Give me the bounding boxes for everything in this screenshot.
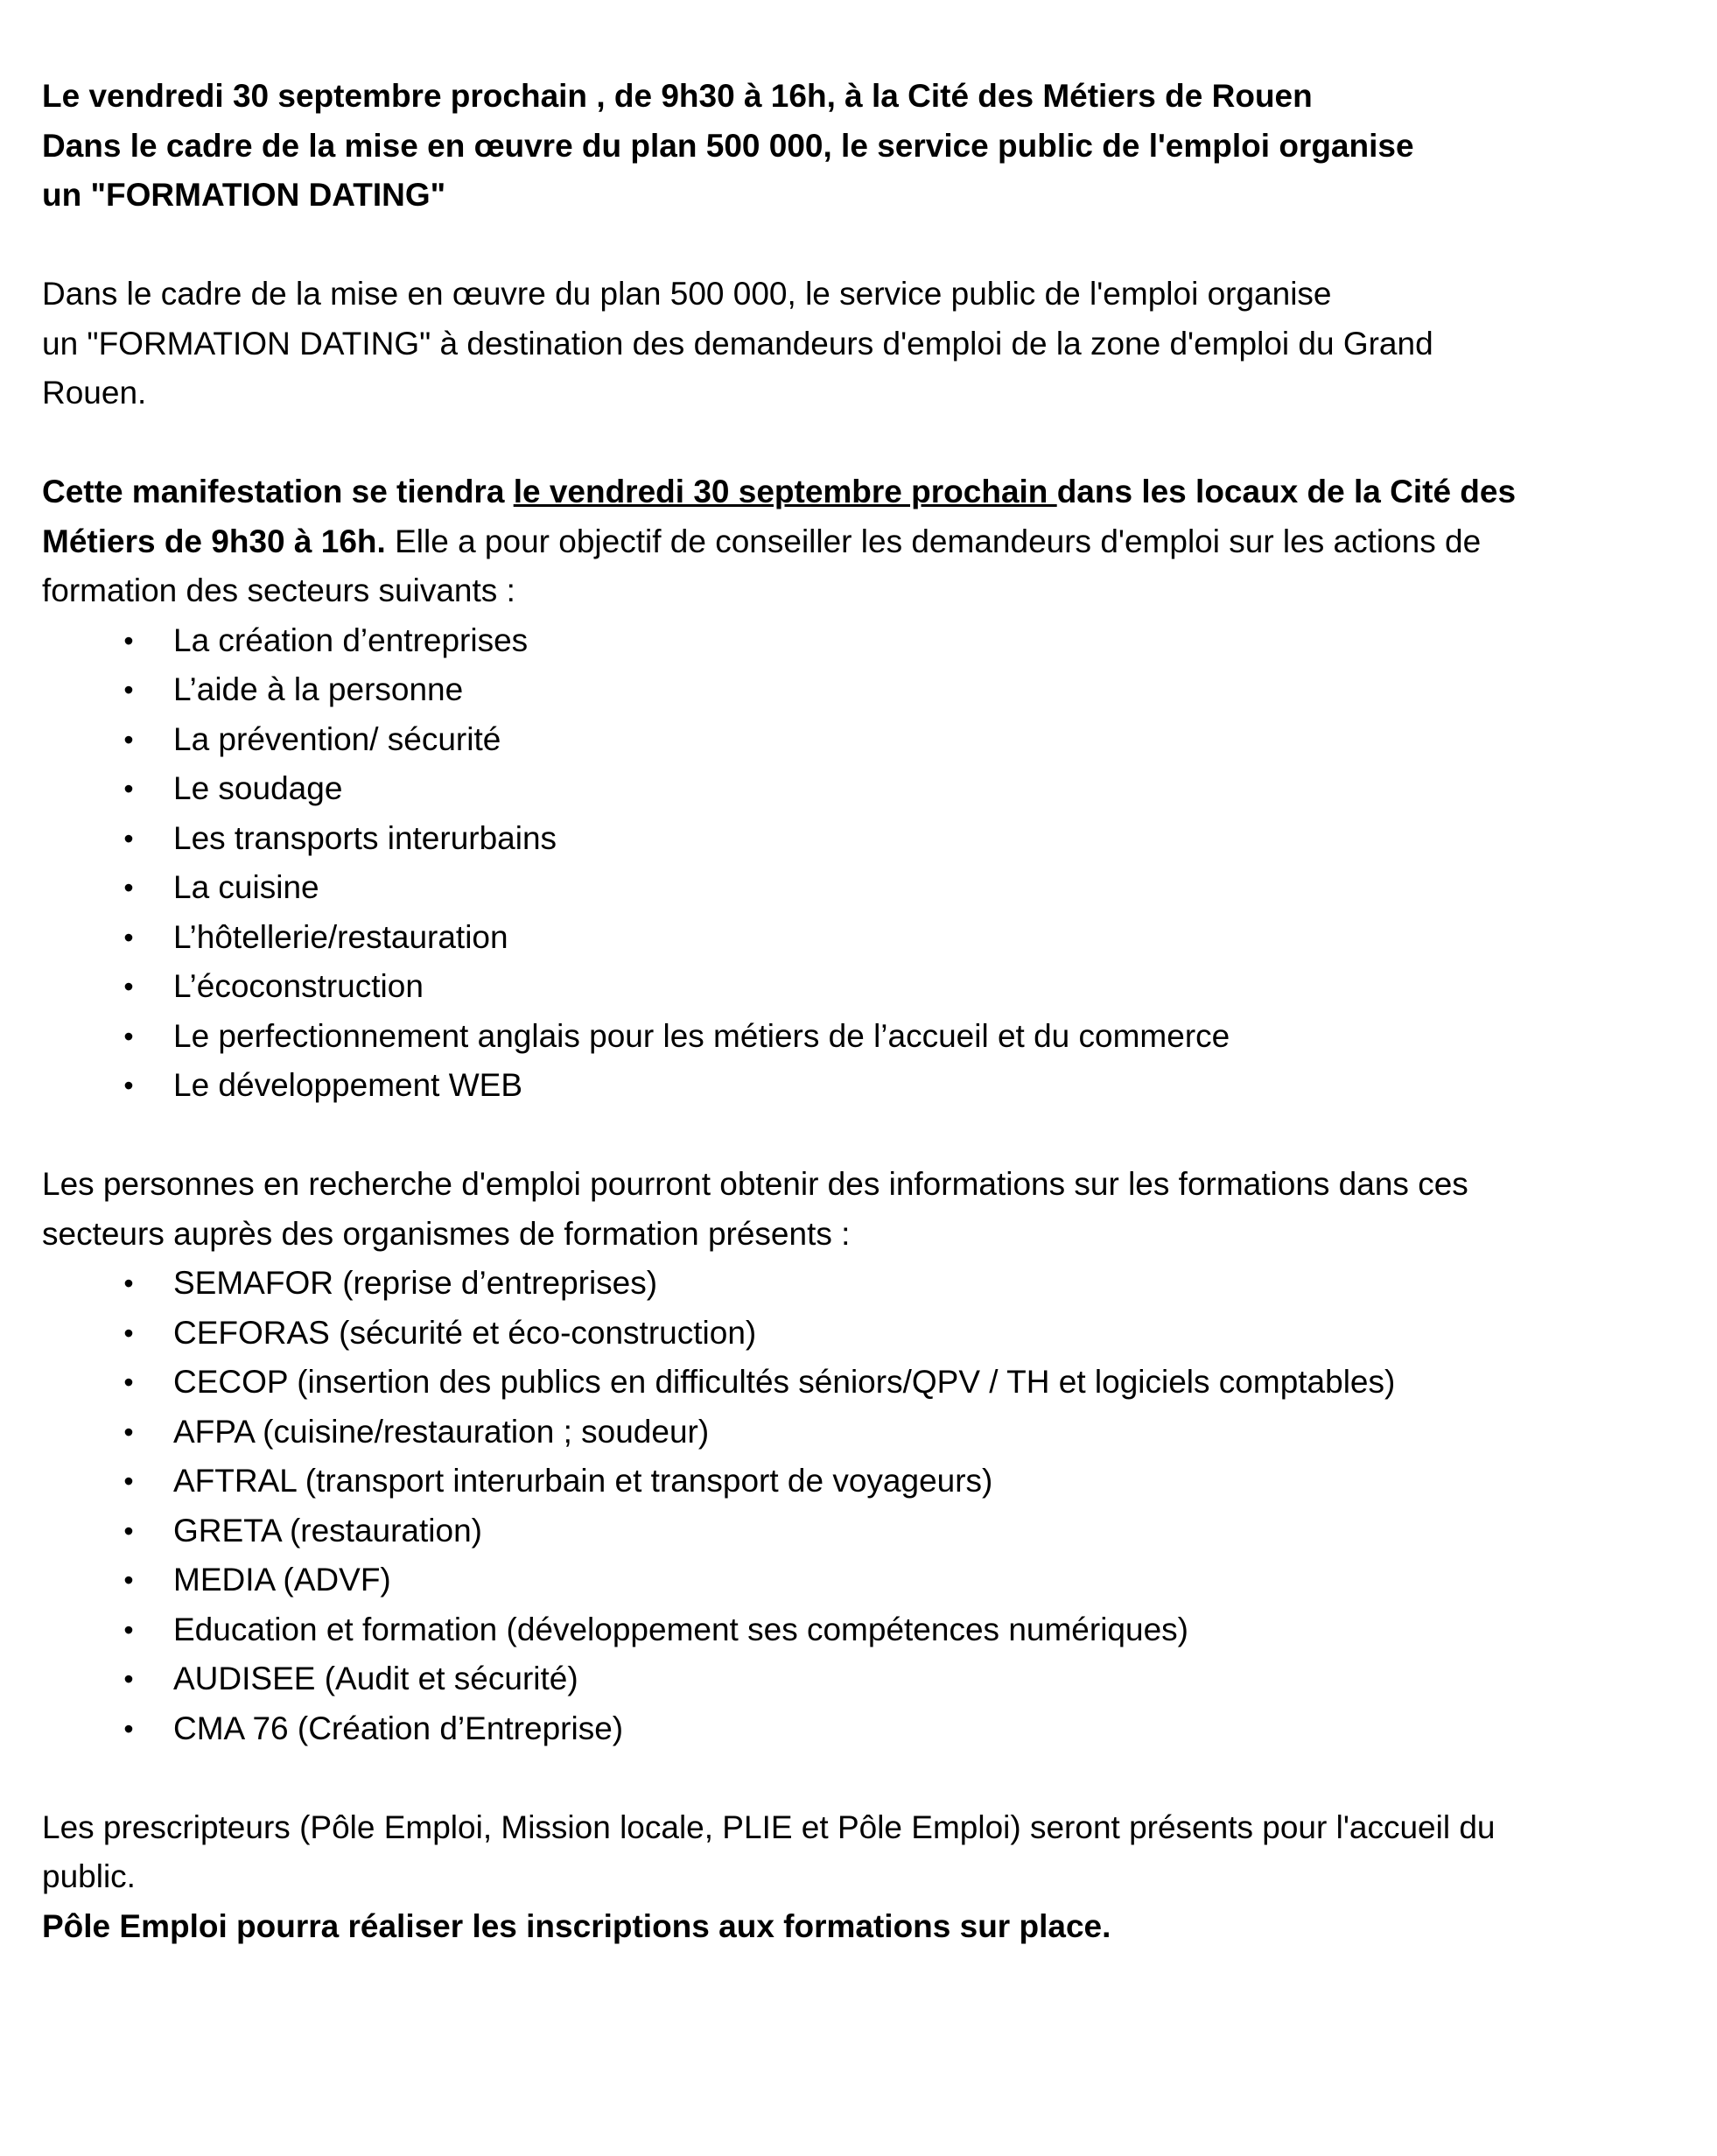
organism-item-text: SEMAFOR (reprise d’entreprises)	[173, 1265, 658, 1301]
intro-line: un "FORMATION DATING" à destination des demandeurs d'emploi de la zone d'emploi du Grand	[42, 325, 1433, 362]
sectors-list	[42, 616, 1687, 1111]
event-line	[42, 517, 1687, 567]
bullet-icon: •	[123, 1020, 134, 1052]
organism-item-text: AFTRAL (transport interurbain et transport de voyageurs)	[173, 1463, 993, 1499]
organism-item	[42, 1309, 1687, 1359]
sector-item	[42, 1061, 1687, 1111]
organism-item	[42, 1556, 1687, 1605]
event-line	[42, 467, 1687, 517]
intro-line: Rouen.	[42, 375, 147, 411]
heading	[42, 72, 1687, 221]
event-bold-text: dans les locaux de la Cité des	[1056, 474, 1517, 509]
bullet-icon: •	[123, 1712, 134, 1745]
event-bold-text: Métiers de 9h30 à 16h.	[42, 523, 386, 559]
bullet-icon: •	[123, 1070, 134, 1101]
spacer	[42, 1753, 1687, 1803]
organisms-intro-line: secteurs auprès des organismes de formation présents :	[42, 1215, 851, 1252]
bullet-icon: •	[123, 872, 134, 903]
event-bold-text: Cette manifestation se tiendra	[42, 474, 514, 509]
sector-item-text: Les transports interurbains	[173, 819, 557, 856]
organism-item-text: AFPA (cuisine/restauration ; soudeur)	[173, 1413, 710, 1450]
heading-line: Dans le cadre de la mise en œuvre du plan 500 000, le service public de l'emploi organise	[42, 127, 1414, 164]
organism-item	[42, 1654, 1687, 1704]
organism-item	[42, 1506, 1687, 1556]
intro-line: Dans le cadre de la mise en œuvre du plan 500 000, le service public de l'emploi organise	[42, 276, 1332, 312]
bullet-icon: •	[123, 1366, 134, 1398]
sector-item-text: Le perfectionnement anglais pour les métiers de l’accueil et du commerce	[173, 1017, 1230, 1054]
spacer	[42, 221, 1687, 270]
organisms-intro	[42, 1160, 1687, 1259]
bullet-icon: •	[123, 624, 134, 657]
sector-item	[42, 616, 1687, 666]
bullet-icon: •	[123, 773, 134, 804]
organism-item	[42, 1704, 1687, 1754]
closing-line: public.	[42, 1858, 136, 1894]
sector-item-text: L’écoconstruction	[173, 968, 424, 1004]
organisms-list	[42, 1259, 1687, 1753]
sector-item-text: La prévention/ sécurité	[173, 720, 501, 757]
bullet-icon: •	[123, 1317, 134, 1349]
bullet-icon: •	[123, 1268, 134, 1299]
sector-item-text: La cuisine	[173, 869, 319, 905]
organism-item	[42, 1358, 1687, 1408]
heading-line: Le vendredi 30 septembre prochain , de 9h30 à 16h, à la Cité des Métiers de Rouen	[42, 78, 1313, 114]
bullet-icon: •	[123, 1613, 134, 1646]
organisms-intro-line: Les personnes en recherche d'emploi pourront obtenir des informations sur les formations dans ces	[42, 1166, 1468, 1202]
spacer	[42, 1111, 1687, 1161]
organism-item-text: CEFORAS (sécurité et éco-construction)	[173, 1314, 757, 1351]
sector-item-text: L’aide à la personne	[173, 671, 464, 707]
sector-item	[42, 764, 1687, 814]
bullet-icon: •	[123, 674, 134, 706]
sector-item	[42, 1012, 1687, 1062]
spacer	[42, 418, 1687, 468]
document-page	[42, 72, 1687, 1951]
heading-line: un "FORMATION DATING"	[42, 177, 446, 213]
organism-item-text: AUDISEE (Audit et sécurité)	[173, 1661, 578, 1696]
event-date-underlined: le vendredi 30 septembre prochain	[513, 474, 1057, 509]
sector-item	[42, 814, 1687, 864]
bullet-icon: •	[123, 971, 134, 1002]
event-paragraph	[42, 467, 1687, 616]
sector-item	[42, 863, 1687, 913]
sector-item	[42, 665, 1687, 715]
closing-paragraph	[42, 1803, 1687, 1952]
bullet-icon: •	[123, 1465, 134, 1497]
organism-item-text: CECOP (insertion des publics en difficultés séniors/QPV / TH et logiciels comptables)	[173, 1364, 1396, 1400]
bullet-icon: •	[123, 1415, 134, 1448]
organism-item-text: CMA 76 (Création d’Entreprise)	[173, 1710, 624, 1746]
intro-paragraph	[42, 270, 1687, 418]
event-line: formation des secteurs suivants :	[42, 572, 515, 608]
bullet-icon: •	[123, 1663, 134, 1695]
event-text: Elle a pour objectif de conseiller les demandeurs d'emploi sur les actions de	[385, 523, 1482, 559]
sector-item	[42, 962, 1687, 1012]
bullet-icon: •	[123, 723, 134, 755]
closing-bold-line: Pôle Emploi pourra réaliser les inscriptions aux formations sur place.	[42, 1907, 1111, 1944]
bullet-icon: •	[123, 1514, 134, 1547]
bullet-icon: •	[123, 921, 134, 953]
organism-item-text: GRETA (restauration)	[173, 1512, 482, 1549]
sector-item	[42, 715, 1687, 765]
sector-item-text: Le développement WEB	[173, 1067, 523, 1103]
bullet-icon: •	[123, 822, 134, 854]
organism-item	[42, 1408, 1687, 1457]
sector-item-text: La création d’entreprises	[173, 622, 529, 658]
organism-item	[42, 1605, 1687, 1655]
organism-item-text: MEDIA (ADVF)	[173, 1562, 391, 1598]
organism-item	[42, 1457, 1687, 1506]
sector-item-text: Le soudage	[173, 770, 343, 806]
sector-item	[42, 913, 1687, 963]
organism-item-text: Education et formation (développement ses compétences numériques)	[173, 1611, 1188, 1647]
sector-item-text: L’hôtellerie/restauration	[173, 918, 508, 955]
bullet-icon: •	[123, 1564, 134, 1596]
organism-item	[42, 1259, 1687, 1309]
closing-line: Les prescripteurs (Pôle Emploi, Mission locale, PLIE et Pôle Emploi) seront présents pour l'accueil du	[42, 1808, 1496, 1845]
